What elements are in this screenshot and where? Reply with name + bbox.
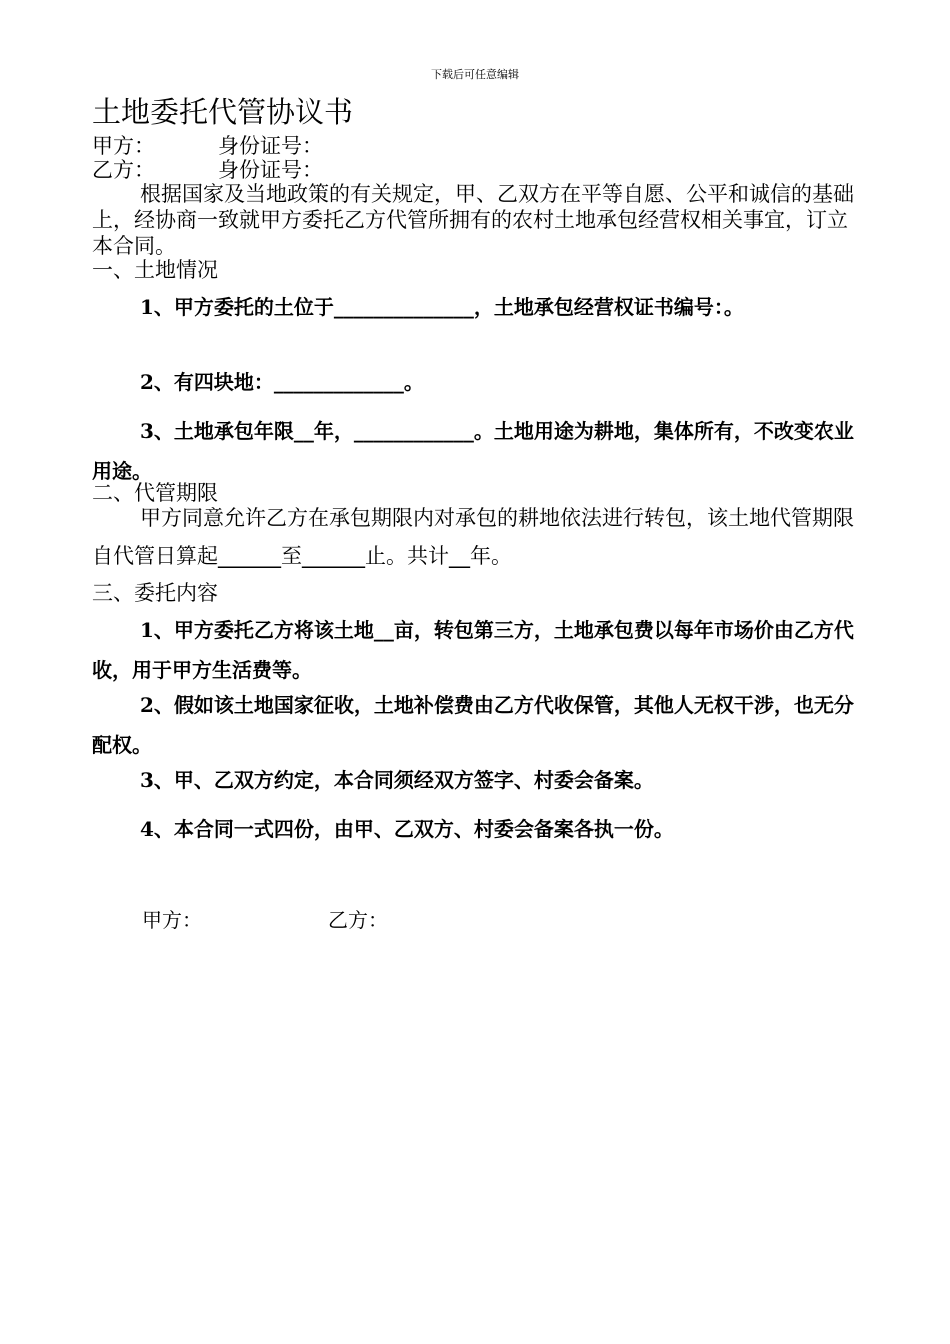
preamble-paragraph: 根据国家及当地政策的有关规定，甲、乙双方在平等自愿、公平和诚信的基础上，经协商一致就甲方委托乙方代管所拥有的农村土地承包经营权相关事宜，订立本合同。 [92,182,854,258]
signature-line [142,904,388,933]
section-2-heading: 二、代管期限 [92,481,218,505]
section-1-heading: 一、土地情况 [92,258,218,282]
party-a-line [92,134,323,158]
page-header-note: 下载后可任意编辑 [431,68,519,81]
section-1-item-1: 1、甲方委托的土位于______________，土地承包经营权证书编号：。 [140,295,744,319]
section-3-item-1: 1、甲方委托乙方将该土地__亩，转包第三方，土地承包费以每年市场价由乙方代收，用于甲方生活费等。 [92,618,854,682]
section-3-heading: 三、委托内容 [92,581,218,605]
party-b-id-label: 身份证号： [218,158,323,182]
signature-party-b-label: 乙方： [328,908,388,932]
party-b-label: 乙方： [92,158,155,182]
signature-party-a-label: 甲方： [142,908,202,932]
section-3-item-4: 4、本合同一式四份，由甲、乙双方、村委会备案各执一份。 [140,817,674,841]
party-a-id-label: 身份证号： [218,134,323,158]
section-1-item-2: 2、有四块地：_____________。 [140,370,424,394]
section-3-item-2: 2、假如该土地国家征收，土地补偿费由乙方代收保管，其他人无权干涉，也无分配权。 [92,693,854,757]
document-title: 土地委托代管协议书 [92,95,354,129]
section-1-item-3: 3、土地承包年限__年，____________。土地用途为耕地，集体所有，不改变农业用途。 [92,419,854,483]
section-2-body: 甲方同意允许乙方在承包期限内对承包的耕地依法进行转包，该土地代管期限自代管日算起______至______止。共计__年。 [92,506,854,568]
section-3-item-3: 3、甲、乙双方约定，本合同须经双方签字、村委会备案。 [140,768,654,792]
party-b-line [92,158,323,182]
party-a-label: 甲方： [92,134,155,158]
